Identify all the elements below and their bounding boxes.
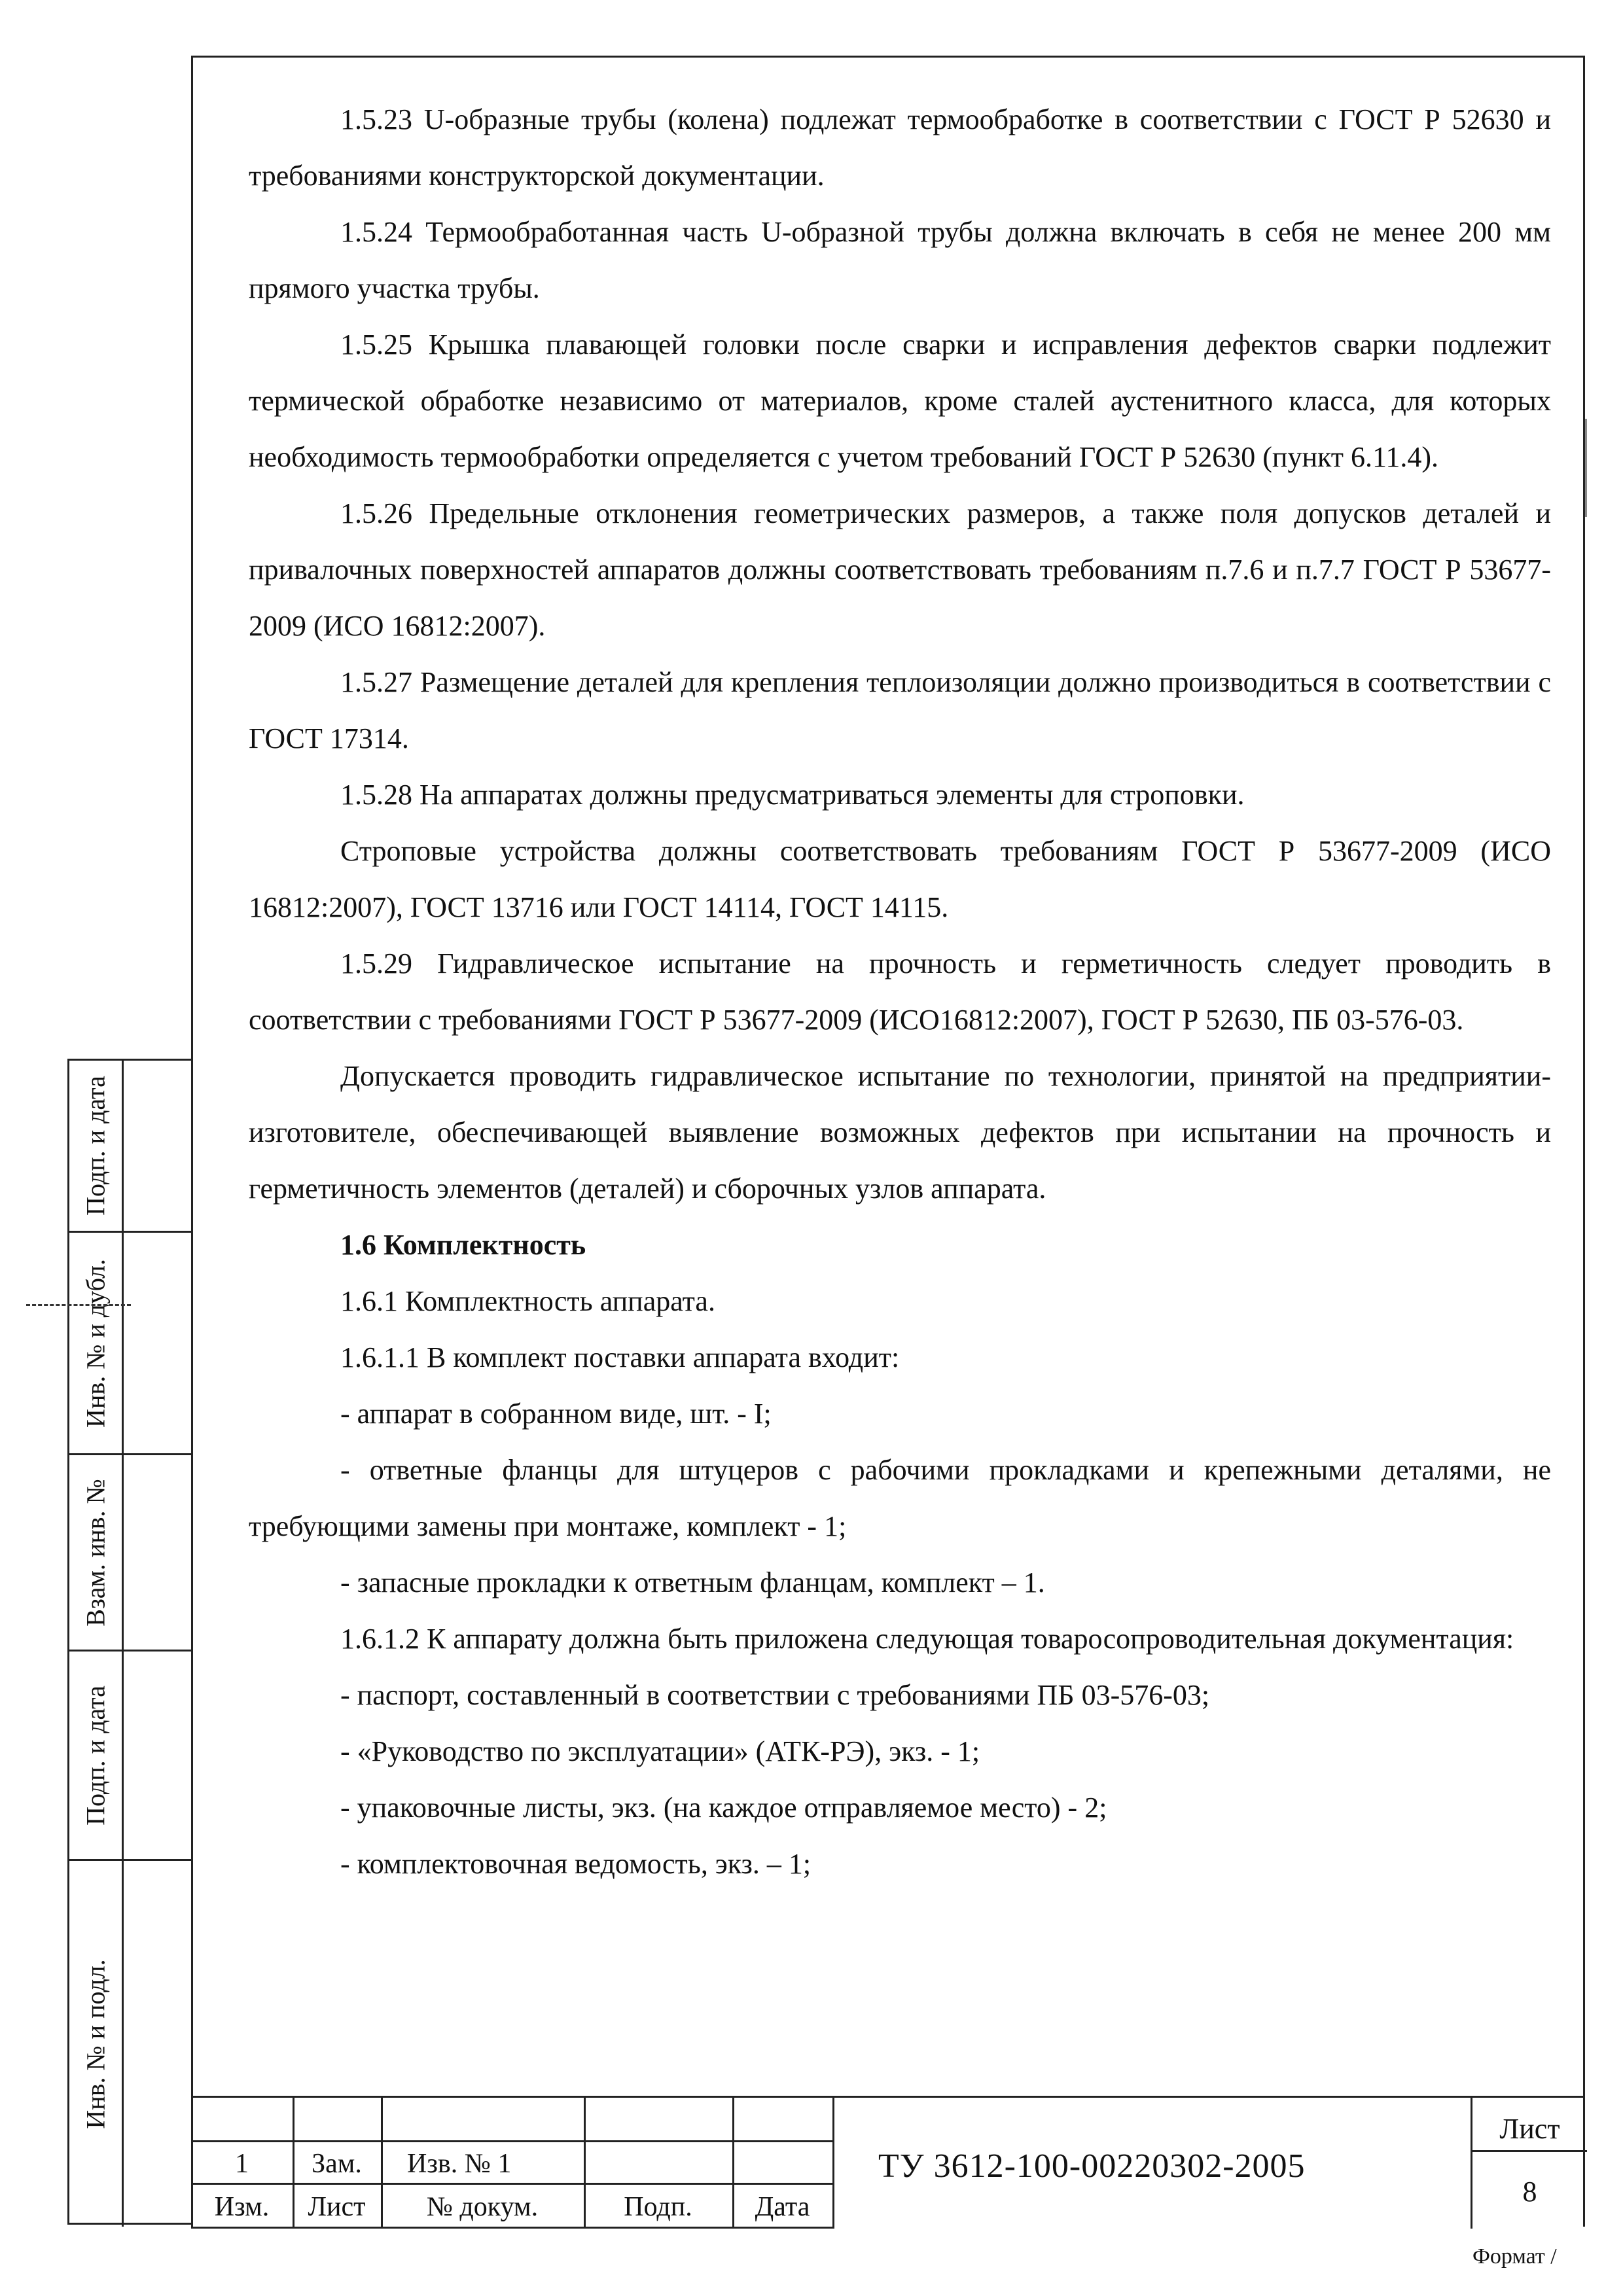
paragraph: 1.5.27 Размещение деталей для крепления теплоизоляции должно производиться в соответствии с ГОСТ 17314. xyxy=(249,666,1551,754)
side-label: Подп. и дата xyxy=(80,1685,111,1826)
fold-line xyxy=(26,1304,131,1306)
sheet-number: 8 xyxy=(1522,2176,1537,2208)
paragraph: - аппарат в собранном виде, шт. - I; xyxy=(340,1398,772,1430)
rev-list: Зам. xyxy=(312,2149,362,2179)
paragraph: - «Руководство по эксплуатации» (АТК-РЭ), экз. - 1; xyxy=(340,1735,980,1767)
document-code: ТУ 3612-100-00220302-2005 xyxy=(878,2147,1306,2185)
side-label: Инв. № и подл. xyxy=(80,1958,111,2129)
side-cell-inv-dubl xyxy=(69,1231,192,1453)
side-stamp-column xyxy=(67,1059,192,2225)
paragraph: 1.6.1 Комплектность аппарата. xyxy=(340,1285,715,1317)
paragraph: Строповые устройства должны соответствовать требованиям ГОСТ Р 53677-2009 (ИСО 16812:2007), ГОСТ 13716 или ГОСТ 14114, ГОСТ 14115. xyxy=(249,835,1551,923)
side-cell-podp-data-1 xyxy=(69,1061,192,1231)
paragraph: - комплектовочная ведомость, экз. – 1; xyxy=(340,1848,812,1880)
header-podp: Подп. xyxy=(624,2192,692,2222)
paragraph: 1.5.23 U-образные трубы (колена) подлежат термообработке в соответствии с ГОСТ Р 52630 и требованиями конструкторской документации. xyxy=(249,103,1551,192)
margin-mark xyxy=(1585,419,1587,517)
header-data: Дата xyxy=(755,2192,810,2222)
paragraph: 1.5.28 На аппаратах должны предусматриваться элементы для строповки. xyxy=(340,779,1245,811)
paragraph: - запасные прокладки к ответным фланцам, комплект – 1. xyxy=(340,1566,1045,1598)
format-label: Формат / xyxy=(1472,2244,1557,2269)
header-izm: Изм. xyxy=(214,2192,270,2222)
sheet-label: Лист xyxy=(1499,2113,1560,2145)
header-list: Лист xyxy=(308,2192,366,2222)
paragraph: 1.6.1.2 К аппарату должна быть приложена следующая товаросопроводительная документация: xyxy=(340,1623,1514,1655)
paragraph: - упаковочные листы, экз. (на каждое отправляемое место) - 2; xyxy=(340,1792,1107,1824)
paragraph: Допускается проводить гидравлическое испытание по технологии, принятой на предприятии-изготовителе, обеспечивающей выявление возможных дефектов при испытании на прочность и герметичность элементов (деталей) и сборочных узлов аппарата. xyxy=(249,1060,1551,1205)
rev-number: 1 xyxy=(235,2149,249,2179)
paragraph: - паспорт, составленный в соответствии с требованиями ПБ 03-576-03; xyxy=(340,1679,1210,1711)
title-block xyxy=(191,2096,1585,2227)
paragraph: - ответные фланцы для штуцеров с рабочими прокладками и крепежными деталями, не требующими замены при монтаже, комплект - 1; xyxy=(249,1454,1551,1542)
paragraph: 1.5.25 Крышка плавающей головки после сварки и исправления дефектов сварки подлежит термической обработке независимо от материалов, кроме сталей аустенитного класса, для которых необходимость термообработки определяется с учетом требований ГОСТ Р 52630 (пункт 6.11.4). xyxy=(249,328,1551,473)
paragraph: 1.6.1.1 В комплект поставки аппарата входит: xyxy=(340,1341,900,1373)
side-label: Инв. № и дубл. xyxy=(80,1258,111,1428)
side-label: Взам. инв. № xyxy=(80,1478,111,1627)
paragraph: 1.5.26 Предельные отклонения геометрических размеров, а также поля допусков деталей и привалочных поверхностей аппаратов должны соответствовать требованиям п.7.6 и п.7.7 ГОСТ Р 53677-2009 (ИСО 16812:2007). xyxy=(249,497,1551,642)
side-cell-inv-podl xyxy=(69,1859,192,2227)
side-label: Подп. и дата xyxy=(80,1076,111,1216)
header-dokum: № докум. xyxy=(426,2192,539,2222)
paragraph: 1.5.24 Термообработанная часть U-образной трубы должна включать в себя не менее 200 мм прямого участка трубы. xyxy=(249,216,1551,304)
side-cell-vzam-inv xyxy=(69,1453,192,1650)
revision-table xyxy=(191,2098,832,2229)
paragraph: 1.5.29 Гидравлическое испытание на прочность и герметичность следует проводить в соответствии с требованиями ГОСТ Р 53677-2009 (ИСО16812:2007), ГОСТ Р 52630, ПБ 03-576-03. xyxy=(249,947,1551,1036)
sheet-box xyxy=(1471,2098,1585,2229)
side-cell-podp-data-2 xyxy=(69,1650,192,1859)
rev-doc: Изв. № 1 xyxy=(407,2149,512,2179)
section-heading: 1.6 Комплектность xyxy=(340,1229,586,1261)
document-body xyxy=(249,92,1551,1892)
